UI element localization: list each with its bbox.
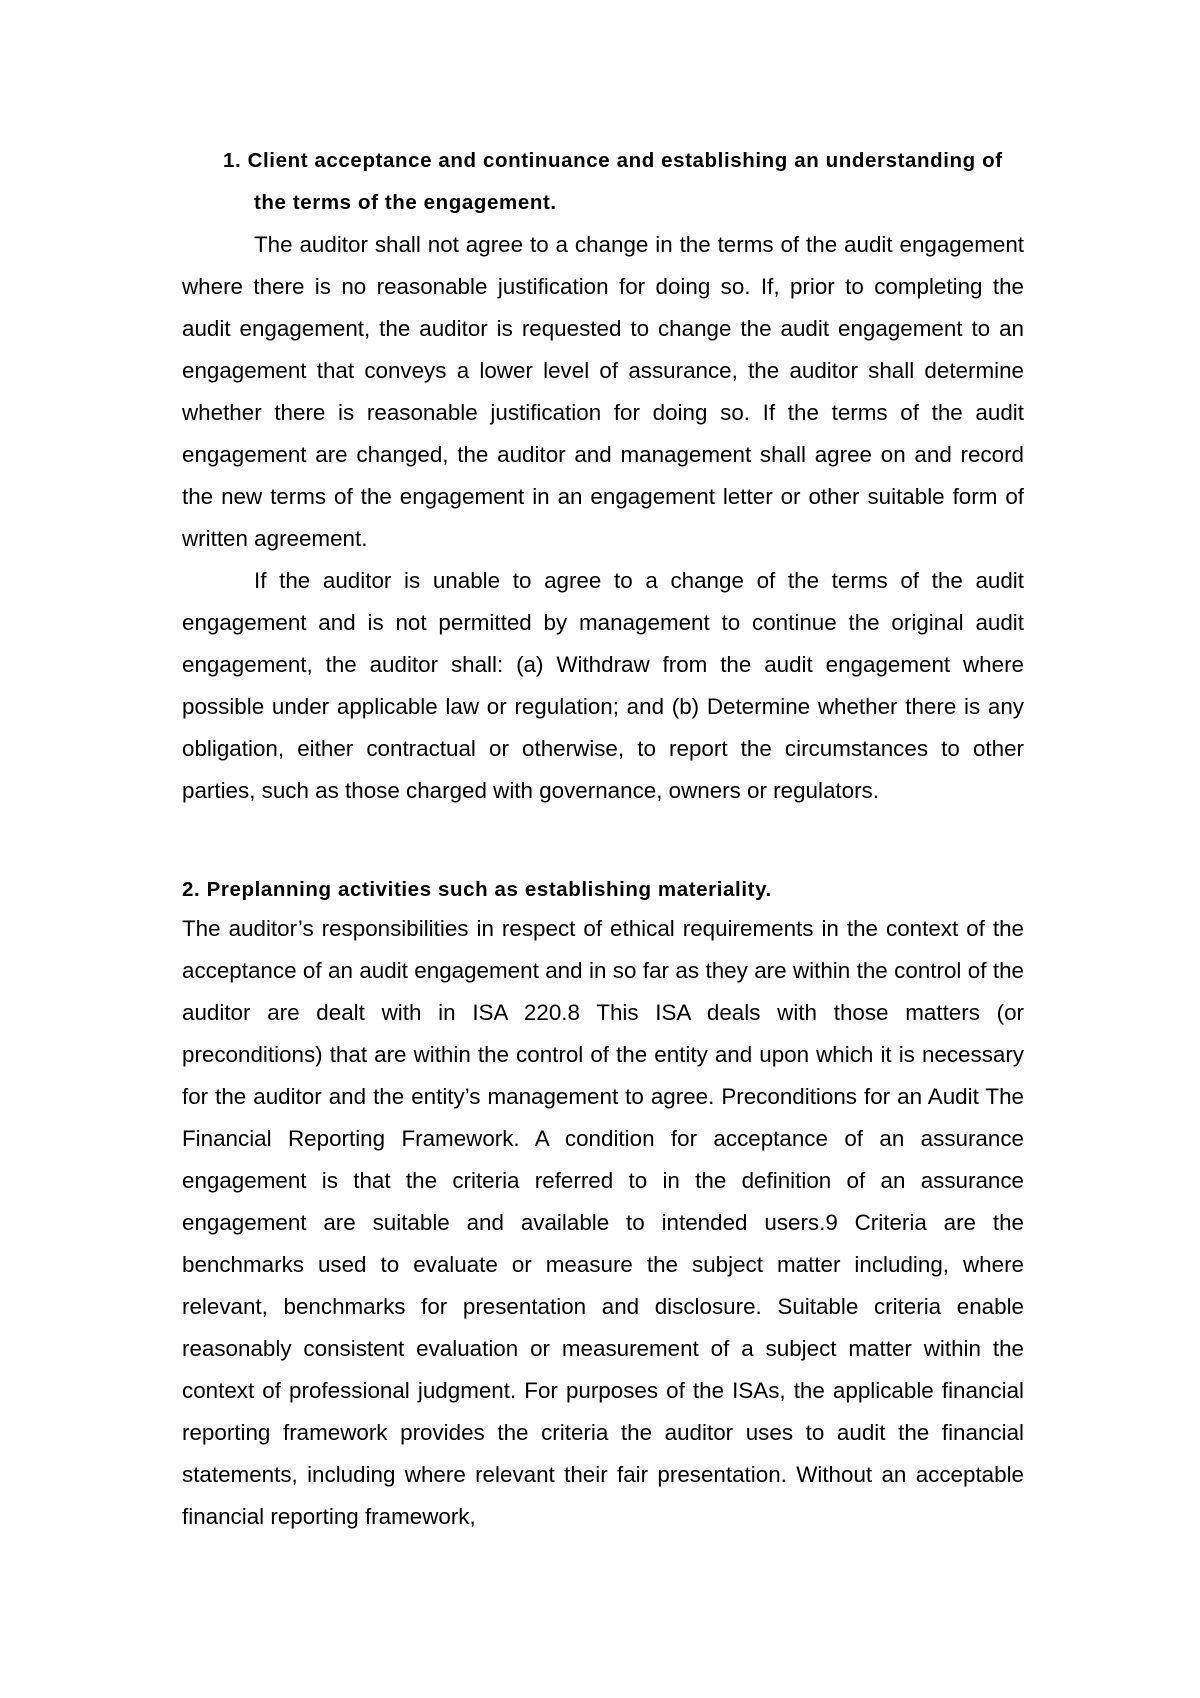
section-1-paragraph-2: If the auditor is unable to agree to a change of the terms of the audit engagement and is not permitted by management to continue the original audit engagement, the auditor shall: (a) Withdraw from the audit engagement where possible under applicable law or regulation; and (b) Determine whether there is any obligation, either contractual or otherwise, to report the circumstances to other parties, such as those charged with governance, owners or regulators. [182, 568, 1024, 803]
section-2-heading: 2. Preplanning activities such as establishing materiality. [182, 878, 772, 901]
section-2-paragraph-1: The auditor’s responsibilities in respect of ethical requirements in the context of the acceptance of an audit engagement and in so far as they are within the control of the auditor are dealt with in ISA 220.8 This ISA deals with those matters (or preconditions) that are within the control of the entity and upon which it is necessary for the auditor and the entity’s management to agree. Preconditions for an Audit The Financial Reporting Framework. A condition for acceptance of an assurance engagement is that the criteria referred to in the definition of an assurance engagement are suitable and available to intended users.9 Criteria are the benchmarks used to evaluate or measure the subject matter including, where relevant, benchmarks for presentation and disclosure. Suitable criteria enable reasonably consistent evaluation or measurement of a subject matter within the context of professional judgment. For purposes of the ISAs, the applicable financial reporting framework provides the criteria the auditor uses to audit the financial statements, including where relevant their fair presentation. Without an acceptable financial reporting framework, [182, 916, 1024, 1529]
section-1-paragraph-1: The auditor shall not agree to a change in the terms of the audit engagement where there is no reasonable justification for doing so. If, prior to completing the audit engagement, the auditor is requested to change the audit engagement to an engagement that conveys a lower level of assurance, the auditor shall determine whether there is reasonable justification for doing so. If the terms of the audit engagement are changed, the auditor and management shall agree on and record the new terms of the engagement in an engagement letter or other suitable form of written agreement. [182, 232, 1024, 551]
document-body [182, 140, 1024, 1538]
section-1-heading: 1. Client acceptance and continuance and establishing an understanding of the terms of the engagement. [223, 149, 1003, 214]
section-gap [182, 812, 1024, 854]
